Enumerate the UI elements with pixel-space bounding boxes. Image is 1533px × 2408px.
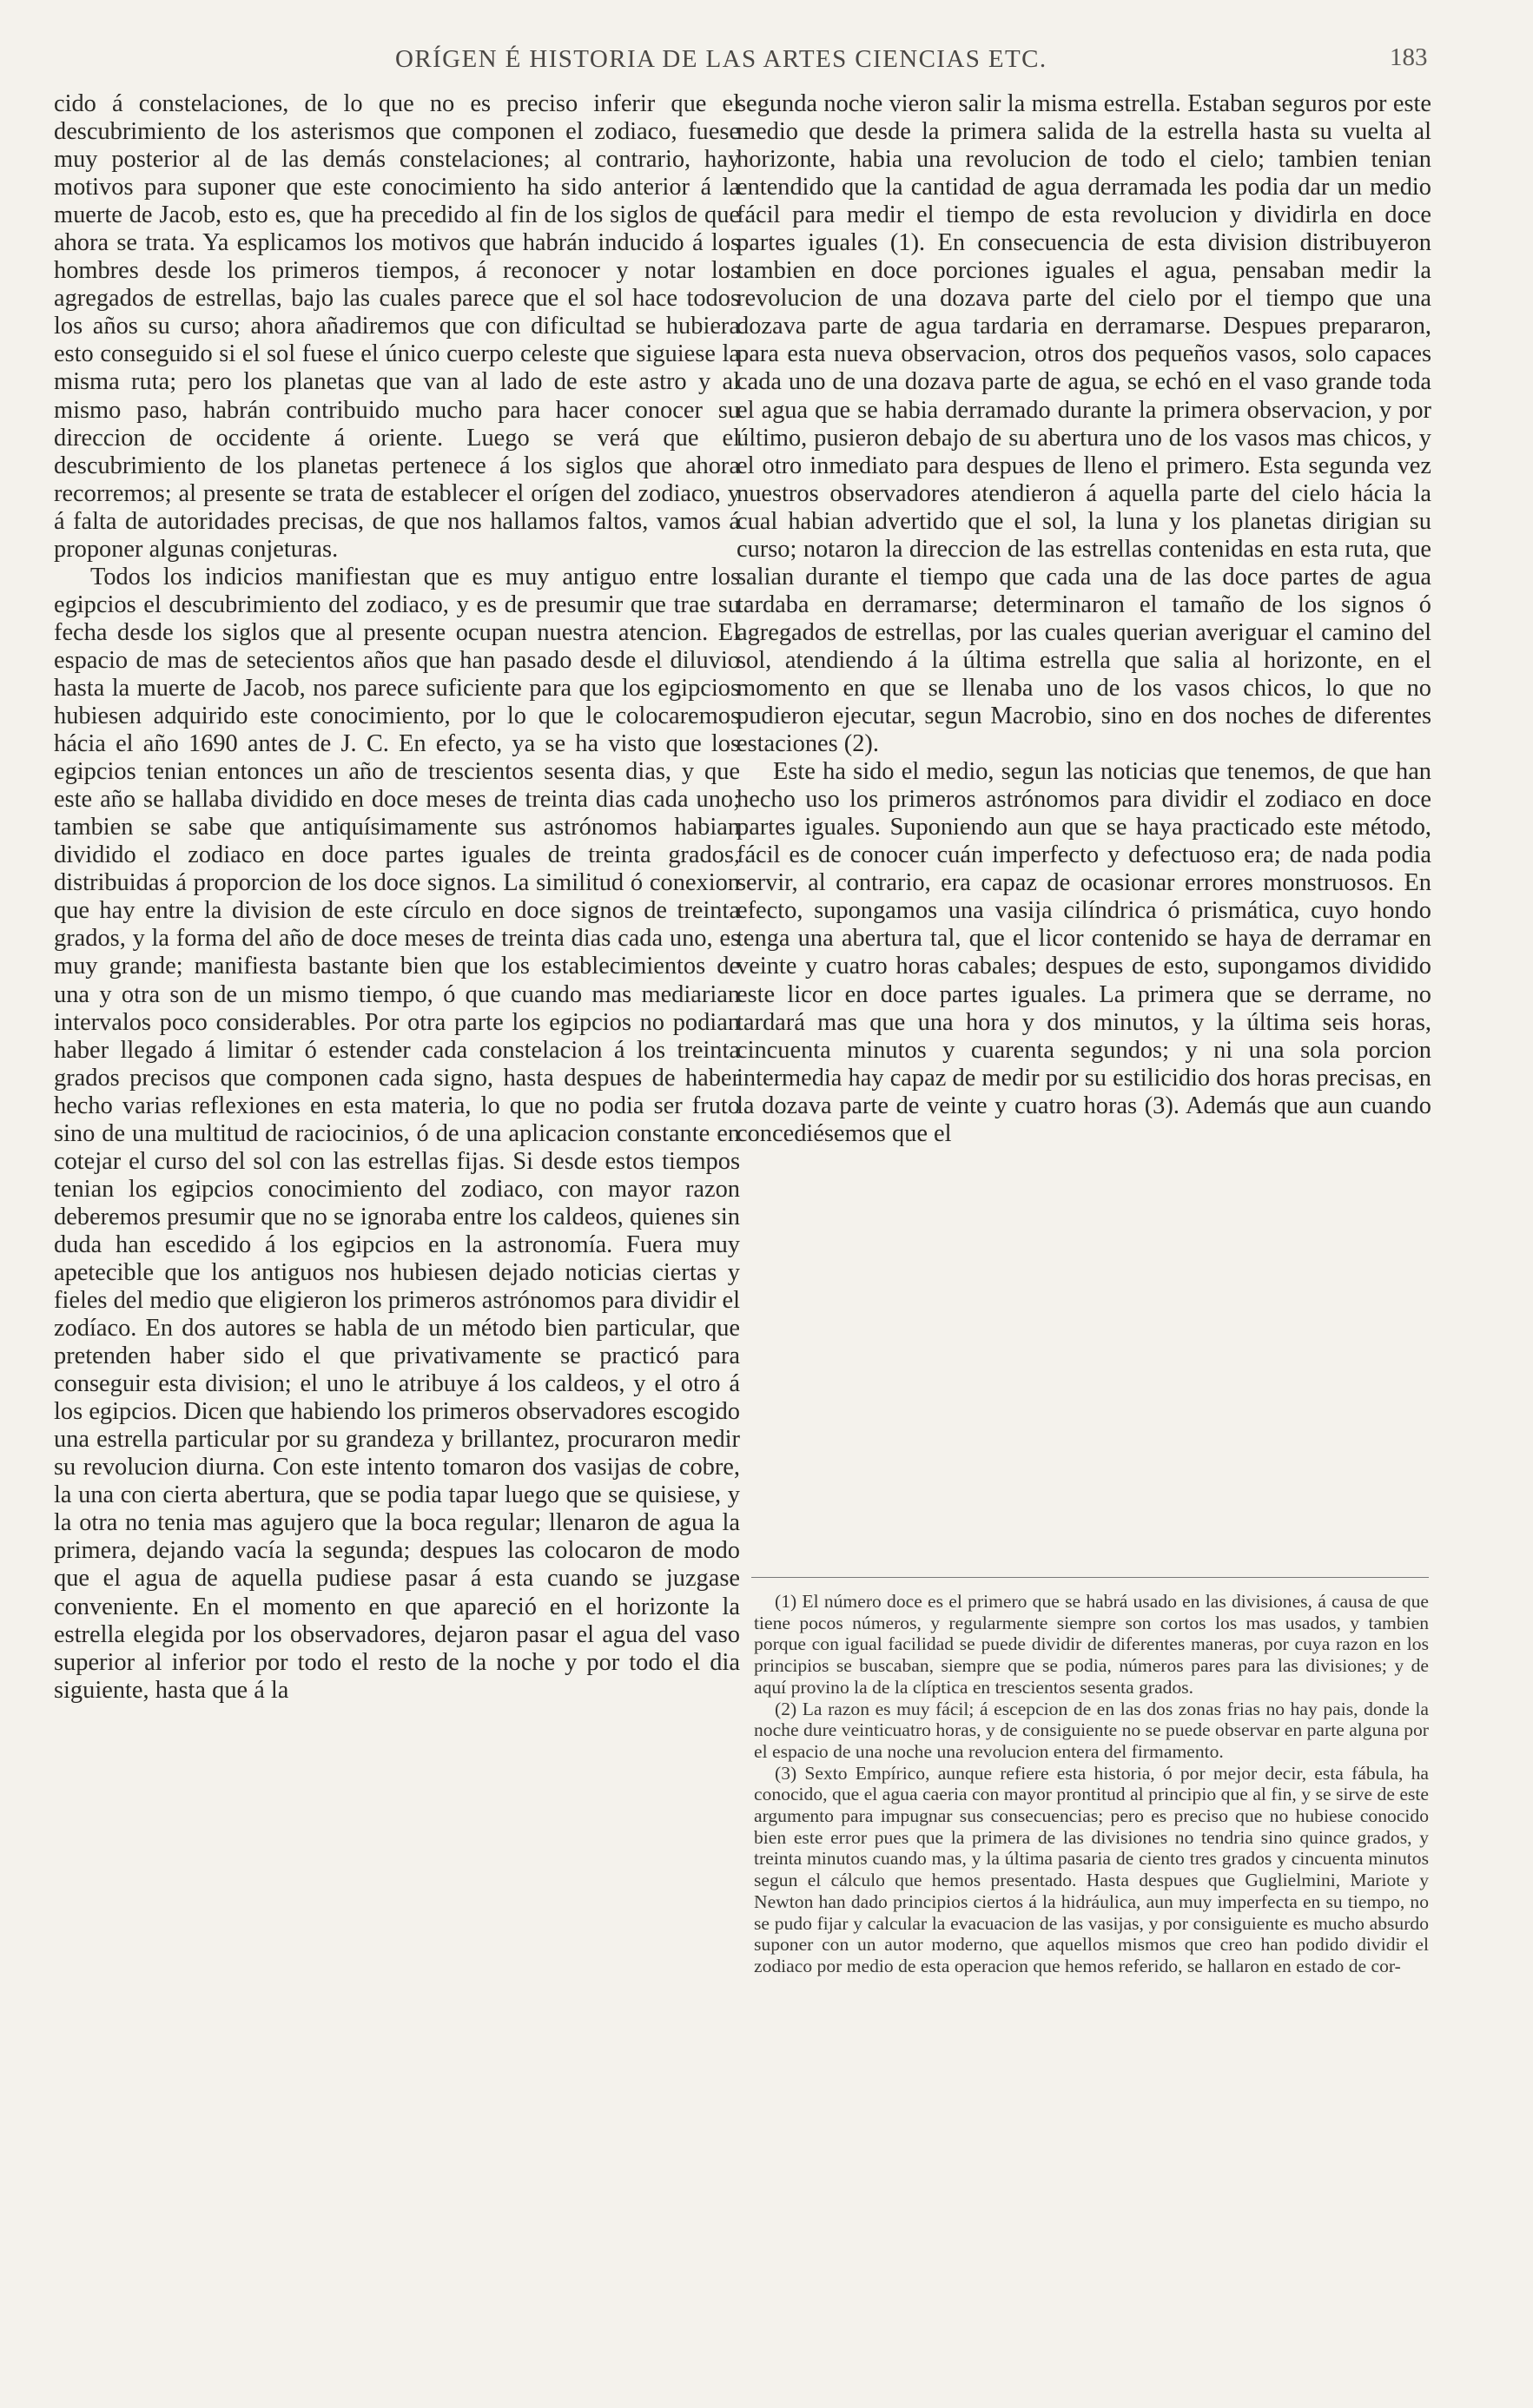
- right-paragraph-1: segunda noche vieron salir la misma estrella. Estaban seguros por este medio que desde la primera salida de la estrella hasta su vuelta al horizonte, habia una revolucion de todo el cielo; tambien tenian entendido que la cantidad de agua derramada les podia dar un medio fácil para medir el tiempo de esta revolucion y dividirla en doce partes iguales (1). En consecuencia de esta division distribuyeron tambien en doce porciones iguales el agua, pensaban medir la revolucion de una dozava parte del cielo por el tiempo que una dozava parte de agua tardaria en derramarse. Despues prepararon, para esta nueva observacion, otros dos pequeños vasos, solo capaces cada uno de una dozava parte de agua, se echó en el vaso grande toda el agua que se habia derramado durante la primera observacion, y por último, pusieron debajo de su abertura uno de los vasos mas chicos, y el otro inmediato para despues de lleno el primero. Esta segunda vez nuestros observadores atendieron á aquella parte del cielo hácia la cual habian advertido que el sol, la luna y los planetas dirigian su curso; notaron la direccion de las estrellas contenidas en esta ruta, que salian durante el tiempo que cada una de las doce partes de agua tardaba en derramarse; determinaron el tamaño de los signos ó agregados de estrellas, por las cuales querian averiguar el camino del sol, atendiendo á la última estrella que salia al horizonte, en el momento en que se llenaba uno de los vasos chicos, lo que no pudieron ejecutar, segun Macrobio, sino en dos noches de diferentes estaciones (2).: [737, 90, 1431, 758]
- left-paragraph-2: Todos los indicios manifiestan que es muy antiguo entre los egipcios el descubrimiento del zodiaco, y es de presumir que trae su fecha desde los siglos que al presente ocupan nuestra atencion. El espacio de mas de setecientos años que han pasado desde el diluvio hasta la muerte de Jacob, nos parece suficiente para que los egipcios hubiesen adquirido este conocimiento, por lo que le colocaremos hácia el año 1690 antes de J. C. En efecto, ya se ha visto que los egipcios tenian entonces un año de trescientos sesenta dias, y que este año se hallaba dividido en doce meses de treinta dias cada uno; tambien se sabe que antiquísimamente sus astrónomos habian dividido el zodiaco en doce partes iguales de treinta grados, distribuidas á proporcion de los doce signos. La similitud ó conexion que hay entre la division de este círculo en doce signos de treinta grados, y la forma del año de doce meses de treinta dias cada uno, es muy grande; manifiesta bastante bien que los establecimientos de una y otra son de un mismo tiempo, ó que cuando mas mediarian intervalos poco considerables. Por otra parte los egipcios no podian haber llegado á limitar ó estender cada constelacion á los treinta grados precisos que componen cada signo, hasta despues de haber hecho varias reflexiones en esta materia, lo que no podia ser fruto sino de una multitud de raciocinios, ó de una aplicacion constante en cotejar el curso del sol con las estrellas fijas. Si desde estos tiempos tenian los egipcios conocimiento del zodiaco, con mayor razon deberemos presumir que no se ignoraba entre los caldeos, quienes sin duda han escedido á los egipcios en la astronomía. Fuera muy apetecible que los antiguos nos hubiesen dejado noticias ciertas y fieles del medio que eligieron los primeros astrónomos para dividir el zodíaco. En dos autores se habla de un método bien particular, que pretenden haber sido el que privativamente se practicó para conseguir esta division; el uno le atribuye á los caldeos, y el otro á los egipcios. Dicen que habiendo los primeros observadores escogido una estrella particular por su grandeza y brillantez, procuraron medir su revolucion diurna. Con este intento tomaron dos vasijas de cobre, la una con cierta abertura, que se podia tapar luego que se quisiese, y la otra no tenia mas agujero que la boca regular; llenaron de agua la primera, dejando vacía la segunda; despues las colocaron de modo que el agua de aquella pudiese pasar á esta cuando se juzgase conveniente. En el momento en que apareció en el horizonte la estrella elegida por los observadores, dejaron pasar el agua del vaso superior al inferior por todo el resto de la noche y por todo el dia siguiente, hasta que á la: [54, 563, 741, 1704]
- left-paragraph-1: cido á constelaciones, de lo que no es preciso inferir que el descubrimiento de los asterismos que componen el zodiaco, fuese muy posterior al de las demás constelaciones; al contrario, hay motivos para suponer que este conocimiento ha sido anterior á la muerte de Jacob, esto es, que ha precedido al fin de los siglos de que ahora se trata. Ya esplicamos los motivos que habrán inducido á los hombres desde los primeros tiempos, á reconocer y notar los agregados de estrellas, bajo las cuales parece que el sol hace todos los años su curso; ahora añadiremos que con dificultad se hubiera esto conseguido si el sol fuese el único cuerpo celeste que siguiese la misma ruta; pero los planetas que van al lado de este astro y al mismo paso, habrán contribuido mucho para hacer conocer su direccion de occidente á oriente. Luego se verá que el descubrimiento de los planetas pertenece á los siglos que ahora recorremos; al presente se trata de establecer el orígen del zodiaco, y á falta de autoridades precisas, de que nos hallamos faltos, vamos á proponer algunas conjeturas.: [54, 90, 740, 563]
- footnote-1: (1) El número doce es el primero que se habrá usado en las divisiones, á causa de que tiene pocos números, y regularmente siempre son cortos los mas usados, y tambien porque con igual facilidad se puede dividir de diferentes maneras, por cuya razon en los principios se buscaban, siempre que se podia, números pares para las divisiones; y de aquí provino la de la clíptica en trescientos sesenta grados.: [754, 1591, 1429, 1698]
- page-number: 183: [1390, 43, 1428, 71]
- footnotes: [754, 1591, 1429, 1977]
- right-column: [737, 90, 1431, 1148]
- running-title: ORÍGEN É HISTORIA DE LAS ARTES CIENCIAS ETC.: [395, 45, 1047, 73]
- footnote-divider: [751, 1577, 1429, 1578]
- footnote-2: (2) La razon es muy fácil; á escepcion de en las dos zonas frias no hay pais, donde la noche dure veinticuatro horas, y de consiguiente no se puede observar en parte alguna por el espacio de una noche una revolucion entera del firmamento.: [754, 1698, 1429, 1762]
- footnote-3: (3) Sexto Empírico, aunque refiere esta historia, ó por mejor decir, esta fábula, ha conocido, que el agua caeria con mayor prontitud al principio que al fin, y se sirve de este argumento para impugnar sus consecuencias; pero es preciso que no hubiese conocido bien este error pues que la primera de las divisiones no tendria sino quince grados, y treinta minutos cuando mas, y la última pasaria de ciento tres grados y cincuenta minutos segun el cálculo que hemos presentado. Hasta despues que Guglielmini, Mariote y Newton han dado principios ciertos á la hidráulica, aun muy imperfecta en su tiempo, no se pudo fijar y calcular la evacuacion de las vasijas, y por consiguiente es mucho absurdo suponer con un autor moderno, que aquellos mismos que creo han podido dividir el zodiaco por medio de esta operacion que hemos referido, se hallaron en estado de cor-: [754, 1762, 1429, 1976]
- right-paragraph-2: Este ha sido el medio, segun las noticias que tenemos, de que han hecho uso los primeros astrónomos para dividir el zodiaco en doce partes iguales. Suponiendo aun que se haya practicado este método, fácil es de conocer cuán imperfecto y defectuoso era; de nada podia servir, al contrario, era capaz de ocasionar errores monstruosos. En efecto, supongamos una vasija cilíndrica ó prismática, cuyo hondo tenga una abertura tal, que el licor contenido se haya de derramar en veinte y cuatro horas cabales; despues de esto, supongamos dividido este licor en doce partes iguales. La primera que se derrame, no tardará mas que una hora y dos minutos, y la última seis horas, cincuenta minutos y cuarenta segundos; y ni una sola porcion intermedia hay capaz de medir por su estilicidio dos horas precisas, en la dozava parte de veinte y cuatro horas (3). Además que aun cuando concediésemos que el: [737, 758, 1431, 1147]
- left-column: [54, 90, 740, 1705]
